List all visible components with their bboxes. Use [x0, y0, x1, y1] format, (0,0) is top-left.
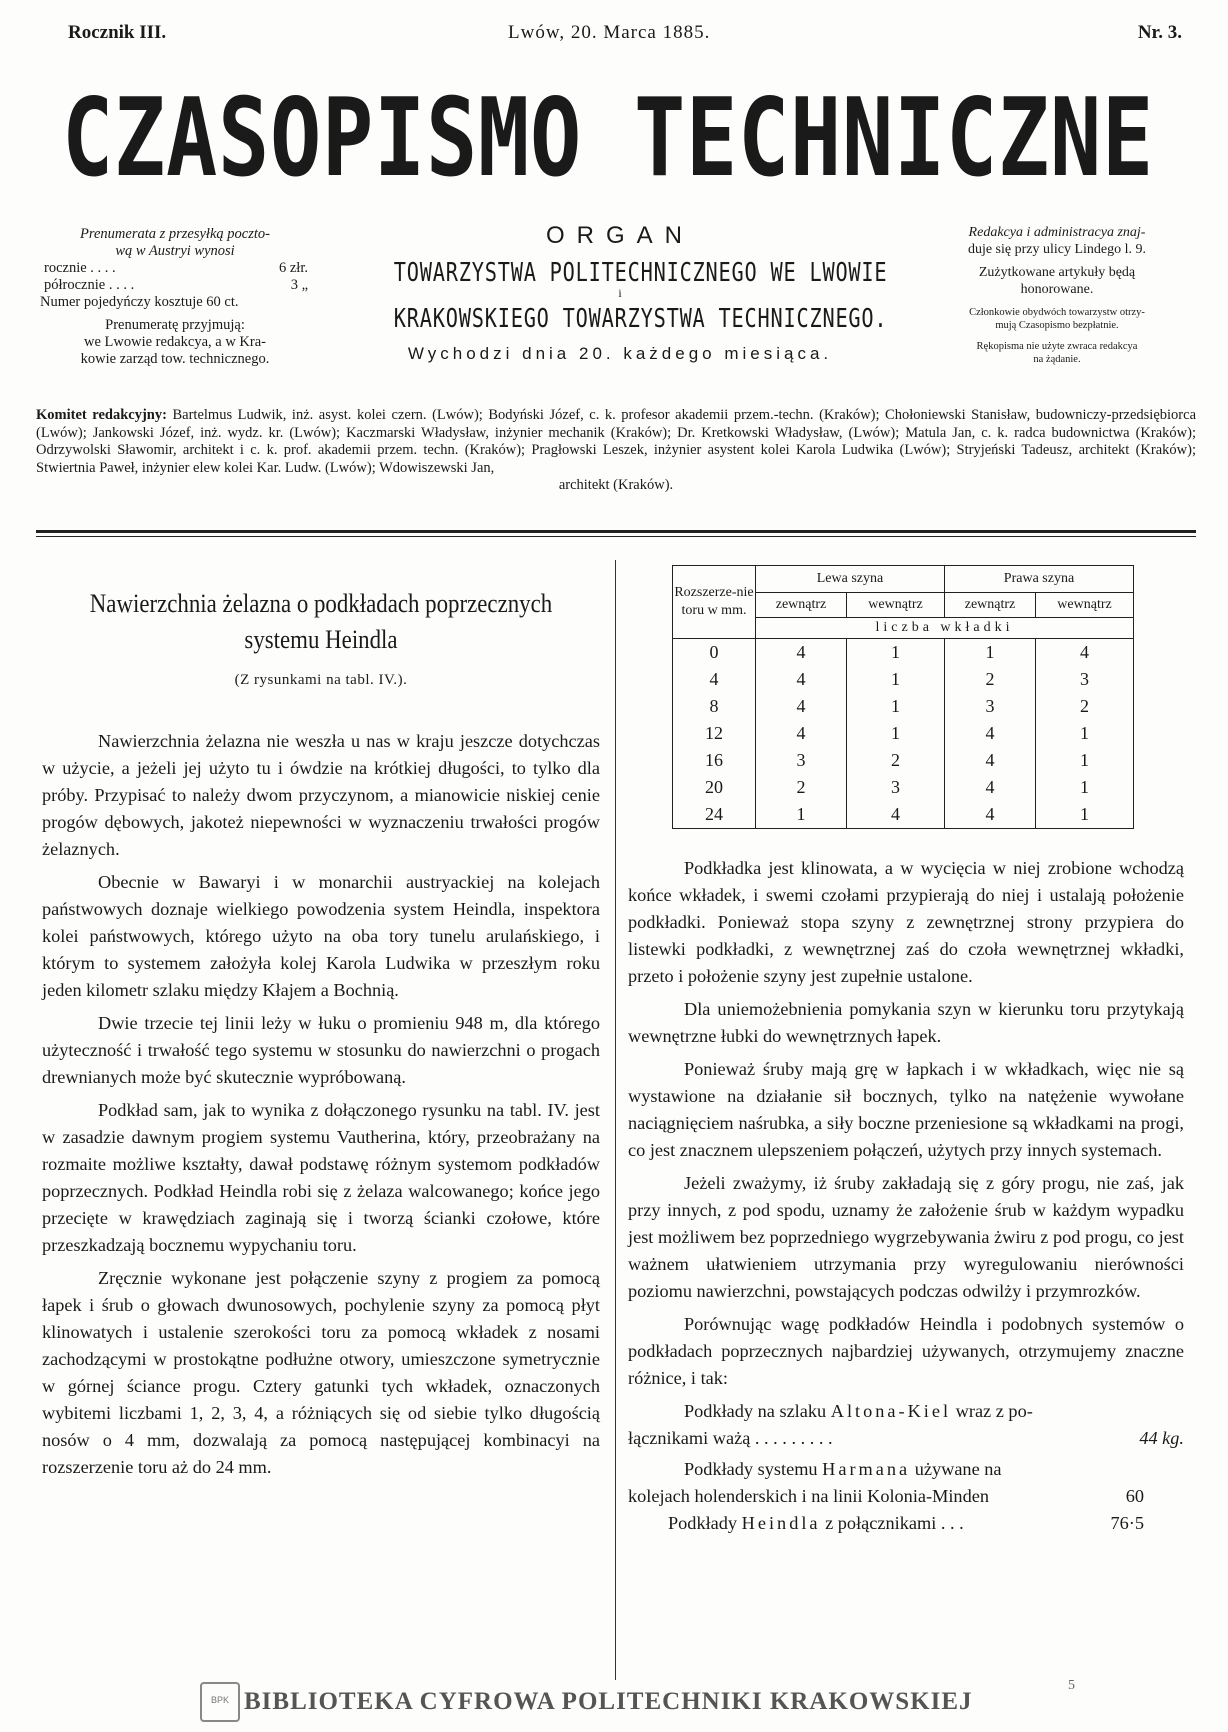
- weight-heindl: [628, 1510, 1184, 1537]
- table-cell: 3: [847, 774, 945, 801]
- weight-value: 76·5: [1110, 1513, 1144, 1533]
- weight-altona: [628, 1398, 1184, 1425]
- weight-value: 60: [1125, 1486, 1144, 1506]
- table-cell: 1: [756, 801, 847, 829]
- yearly-label: rocznie . . . .: [44, 260, 116, 276]
- sub-line-6: kowie zarząd tow. technicznego.: [80, 351, 270, 367]
- table-cell: 4: [944, 747, 1035, 774]
- sub-row-yearly: [36, 260, 314, 277]
- halfyear-label: półrocznie . . . .: [44, 277, 135, 293]
- left-column: [42, 728, 600, 1487]
- paragraph-10: Porównując wagę podkładów Heindla i podobnych systemów o podkładach poprzecznych najbardziej używanych, otrzymujemy znaczne różnice, i tak:: [628, 1314, 1184, 1388]
- table-cell: 2: [756, 774, 847, 801]
- weight-label: z połącznikami . . .: [825, 1513, 964, 1533]
- sub-line-5: we Lwowie redakcya, a w Kra-: [84, 334, 266, 350]
- subscription-info: [36, 226, 314, 368]
- table-cell: 2: [847, 747, 945, 774]
- editorial-line-8: na żądanie.: [1033, 354, 1081, 365]
- sub-line-4: Prenumeratę przyjmują:: [105, 317, 245, 333]
- table-row: [673, 747, 1134, 774]
- table-row: [673, 693, 1134, 720]
- table-cell: 1: [847, 693, 945, 720]
- library-watermark: BIBLIOTEKA CYFROWA POLITECHNIKI KRAKOWSKIEJ: [244, 1688, 973, 1715]
- table-cell: 1: [944, 639, 1035, 667]
- table-cell: 24: [673, 801, 756, 829]
- conjunction: i: [618, 286, 622, 300]
- table-row: [673, 720, 1134, 747]
- header-rule-thick: [36, 530, 1196, 533]
- table-row: [673, 639, 1134, 667]
- right-column: [628, 855, 1184, 1537]
- weight-harman: [628, 1456, 1184, 1483]
- table-cell: 2: [944, 666, 1035, 693]
- insert-combination-table: [672, 565, 1134, 829]
- paragraph-2: Obecnie w Bawaryi i w monarchii austryackiej na kolejach państwowych doznaje wielkiego powodzenia system Heindla, inspektora kolei państwowych, którego użyto na oba tory tunelu arulańskiego, i którym to systemem założyła kolej Karola Ludwika w przeszłym roku jeden kilometr szlaku między Kłajem a Bochnią.: [42, 872, 600, 1000]
- table-cell: 1: [847, 639, 945, 667]
- system-name: Heindla: [741, 1513, 821, 1533]
- table-header-insert-number: liczba wkładki: [756, 618, 1134, 639]
- editorial-committee: [36, 407, 1196, 495]
- paragraph-1: Nawierzchnia żelazna nie weszła u nas w kraju jeszcze dotychczas w użycie, a jeżeli jej użyto tu i ówdzie na krótkiej długości, to tylko dla próby. Przypisać to należy dwom przyczynom, a mianowicie niskiej cenie progów dębowych, jakoteż niepewności w wyznaczeniu trwałości progów żelaznych.: [42, 731, 600, 859]
- issue-frequency: Wychodzi dnia 20. każdego miesiąca.: [407, 344, 833, 363]
- volume-label: Rocznik III.: [68, 22, 167, 43]
- table-cell: 4: [944, 774, 1035, 801]
- issue-number: Nr. 3.: [1137, 22, 1182, 43]
- page-number: 5: [1068, 1678, 1075, 1693]
- table-sub-header: wewnątrz: [847, 593, 945, 618]
- weight-label: kolejach holenderskich i na linii Kolonia-Minden: [628, 1486, 989, 1506]
- editorial-info: [918, 224, 1196, 366]
- table-row: [673, 774, 1134, 801]
- committee-label: Komitet redakcyjny:: [36, 407, 167, 423]
- paragraph-3: Dwie trzecie tej linii leży w łuku o promieniu 948 m, dla którego użyteczność i trwałość tego systemu w stosunku do nawierzchni o progach drewnianych może być skutecznie wypróbowaną.: [42, 1013, 600, 1087]
- table-header-left-rail: Lewa szyna: [756, 566, 945, 593]
- table-cell: 4: [944, 720, 1035, 747]
- table-header-widening: Rozszerze-nie toru w mm.: [673, 566, 756, 639]
- weight-label: wraz z po-: [955, 1401, 1033, 1421]
- table-cell: 3: [1036, 666, 1134, 693]
- editorial-line-6: mują Czasopismo bezpłatnie.: [995, 320, 1119, 331]
- table-cell: 0: [673, 639, 756, 667]
- sub-line-1: Prenumerata z przesyłką poczto-: [80, 226, 270, 242]
- table-cell: 8: [673, 693, 756, 720]
- table-cell: 4: [1036, 639, 1134, 667]
- halfyear-price: 3 „: [290, 277, 308, 293]
- masthead-title: CZASOPISMO TECHNICZNE: [61, 76, 1155, 202]
- table-cell: 4: [673, 666, 756, 693]
- table-cell: 4: [756, 693, 847, 720]
- committee-last-line: architekt (Kraków).: [558, 477, 674, 493]
- paragraph-7: Dla uniemożebnienia pomykania szyn w kierunku toru przytykają wewnętrzne łubki do wewnętrznych łapek.: [628, 999, 1184, 1046]
- article-title-line-2: systemu Heindla: [244, 625, 398, 654]
- weight-harman-value-line: [628, 1483, 1184, 1510]
- single-issue-price: Numer pojedyńczy kosztuje 60 ct.: [40, 294, 239, 310]
- paragraph-4: Podkład sam, jak to wynika z dołączonego rysunku na tabl. IV. jest w zasadzie dawnym progiem systemu Vautherina, który, przeobrażany na rozmaite możliwe kształty, dawał podstawę różnym systemom podkładów poprzecznych. Podkład Heindla robi się z żelaza walcowanego; końce jego przecięte w krawędziach zaginają się i tworzą ścianki czołowe, które przeszkadzają bocznemu wypychaniu toru.: [42, 1100, 600, 1255]
- committee-members: Bartelmus Ludwik, inż. asyst. kolei czern. (Lwów); Bodyński Józef, c. k. profesor akademii przem.-techn. (Kraków); Chołoniewski Stanisław, budowniczy-przedsiębiorca (Lwów); Jankowski Józef, inż. wydz. kr. (Lwów); Kaczmarski Władysław, inżynier mechanik (Kraków); Dr. Kretkowski Władysław, (Lwów); Matula Jan, c. k. radca budownictwa (Kraków); Odrzywolski Sławomir, architekt i c. k. prof. akademii przem. techn. (Kraków); Pragłowski Leszek, inżynier asystent kolei Karola Ludwika (Lwów); Stryjeński Tadeusz, architekt (Kraków); Stwiertnia Paweł, inżynier elew kolei Kar. Ludw. (Lwów); Wdowiszewski Jan,: [36, 407, 1196, 476]
- table-cell: 4: [756, 666, 847, 693]
- header-rule-thin: [36, 536, 1196, 537]
- table-cell: 2: [1036, 693, 1134, 720]
- weight-label: łącznikami ważą . . . . . . . . .: [628, 1428, 833, 1448]
- weight-label: Podkłady systemu: [684, 1459, 818, 1479]
- yearly-price: 6 złr.: [279, 260, 308, 276]
- table-cell: 20: [673, 774, 756, 801]
- table-cell: 1: [847, 720, 945, 747]
- table-cell: 1: [847, 666, 945, 693]
- table-sub-header: zewnątrz: [756, 593, 847, 618]
- society-lwow: TOWARZYSTWA POLITECHNICZNEGO WE LWOWIE: [393, 258, 888, 288]
- table-cell: 3: [944, 693, 1035, 720]
- paragraph-9: Jeżeli zważymy, iż śruby zakładają się z góry progu, nie zaś, jak przy innych, z pod spodu, uznamy że założenie śrub w każdym wypadku jest możliwem bez poprzedniego wygrzebywania żwiru z pod progu, co jest ważnem ułatwieniem utrzymania przy wyregulowaniu nierówności poziomu nawierzchni, powstających podczas odwilży i przymrozków.: [628, 1173, 1184, 1301]
- table-header-right-rail: Prawa szyna: [944, 566, 1133, 593]
- article-title: [72, 586, 570, 658]
- weight-value: 44 kg.: [1139, 1428, 1184, 1448]
- weight-label: Podkłady na szlaku: [684, 1401, 827, 1421]
- editorial-line-2: duje się przy ulicy Lindego l. 9.: [967, 242, 1147, 257]
- table-cell: 4: [756, 720, 847, 747]
- society-krakow: KRAKOWSKIEGO TOWARZYSTWA TECHNICZNEGO.: [393, 304, 888, 334]
- organ-label: ORGAN: [545, 222, 694, 249]
- weight-altona-value-line: [628, 1425, 1184, 1452]
- article-title-line-1: Nawierzchnia żelazna o podkładach poprzecznych: [89, 589, 553, 618]
- column-separator: [615, 560, 616, 1680]
- table-cell: 3: [756, 747, 847, 774]
- table-cell: 1: [1036, 720, 1134, 747]
- table-cell: 1: [1036, 747, 1134, 774]
- issue-date: Lwów, 20. Marca 1885.: [508, 22, 711, 43]
- weight-label: używane na: [914, 1459, 1002, 1479]
- editorial-line-7: Rękopisma nie użyte zwraca redakcya: [976, 341, 1138, 352]
- editorial-line-5: Członkowie obydwóch towarzystw otrzy-: [969, 307, 1145, 318]
- paragraph-8: Ponieważ śruby mają grę w łapkach i w wkładkach, więc nie są wystawione na działanie sił bocznych, tylko na natężenie wywołane naciągnięciem naśrubka, a siły boczne przeniesione są wkładkami na progi, co jest znacznem ulepszeniem połączeń, użytych przy innych systemach.: [628, 1059, 1184, 1160]
- paragraph-5: Zręcznie wykonane jest połączenie szyny z progiem za pomocą łapek i śrub o głowach dwunosowych, pochylenie szyny za pomocą płyt klinowatych i ustalenie szerokości toru za pomocą wkładek z nosami zachodzącymi w prostokątne podłużne otwory, umieszczone symetrycznie w górnej ściance progu. Cztery gatunki tych wkładek, oznaczonych wybitemi liczbami 1, 2, 3, 4, a różniących się od siebie tylko długością nosów o 4 mm, dozwalają za pomocą następującej kombinacyi na rozszerzenie toru aż do 24 mm.: [42, 1268, 600, 1477]
- system-name: Altona-Kiel: [830, 1401, 952, 1421]
- table-cell: 1: [1036, 801, 1134, 829]
- table-cell: 12: [673, 720, 756, 747]
- system-name: Harmana: [822, 1459, 911, 1479]
- table-sub-header: wewnątrz: [1036, 593, 1134, 618]
- organ-block: [330, 222, 910, 364]
- library-logo: BPK: [200, 1682, 240, 1722]
- top-line: [68, 22, 1188, 48]
- table-cell: 4: [756, 639, 847, 667]
- table-sub-header: zewnątrz: [944, 593, 1035, 618]
- table-cell: 4: [944, 801, 1035, 829]
- article-subtitle: (Z rysunkami na tabl. IV.).: [234, 672, 408, 688]
- editorial-line-4: honorowane.: [1020, 282, 1094, 297]
- editorial-line-3: Zużytkowane artykuły będą: [978, 265, 1136, 280]
- sub-row-halfyear: [36, 277, 314, 294]
- table-cell: 4: [847, 801, 945, 829]
- editorial-line-1: Redakcya i administracya znaj-: [968, 225, 1146, 240]
- table-cell: 16: [673, 747, 756, 774]
- weight-label: Podkłady: [668, 1513, 738, 1533]
- sub-line-2: wą w Austryi wynosi: [115, 243, 235, 259]
- table-row: [673, 801, 1134, 829]
- paragraph-6: Podkładka jest klinowata, a w wycięcia w niej zrobione wchodzą końce wkładek, i swemi czołami przypierają do niej i ustalają położenie podkładki. Ponieważ stopa szyny z zewnętrznej strony przypiera do listewki podkładki, z wewnętrznej zaś do czoła wewnętrznej wkładki, przeto i położenie szyny jest zupełnie ustalone.: [628, 858, 1184, 986]
- table-cell: 1: [1036, 774, 1134, 801]
- table-row: [673, 666, 1134, 693]
